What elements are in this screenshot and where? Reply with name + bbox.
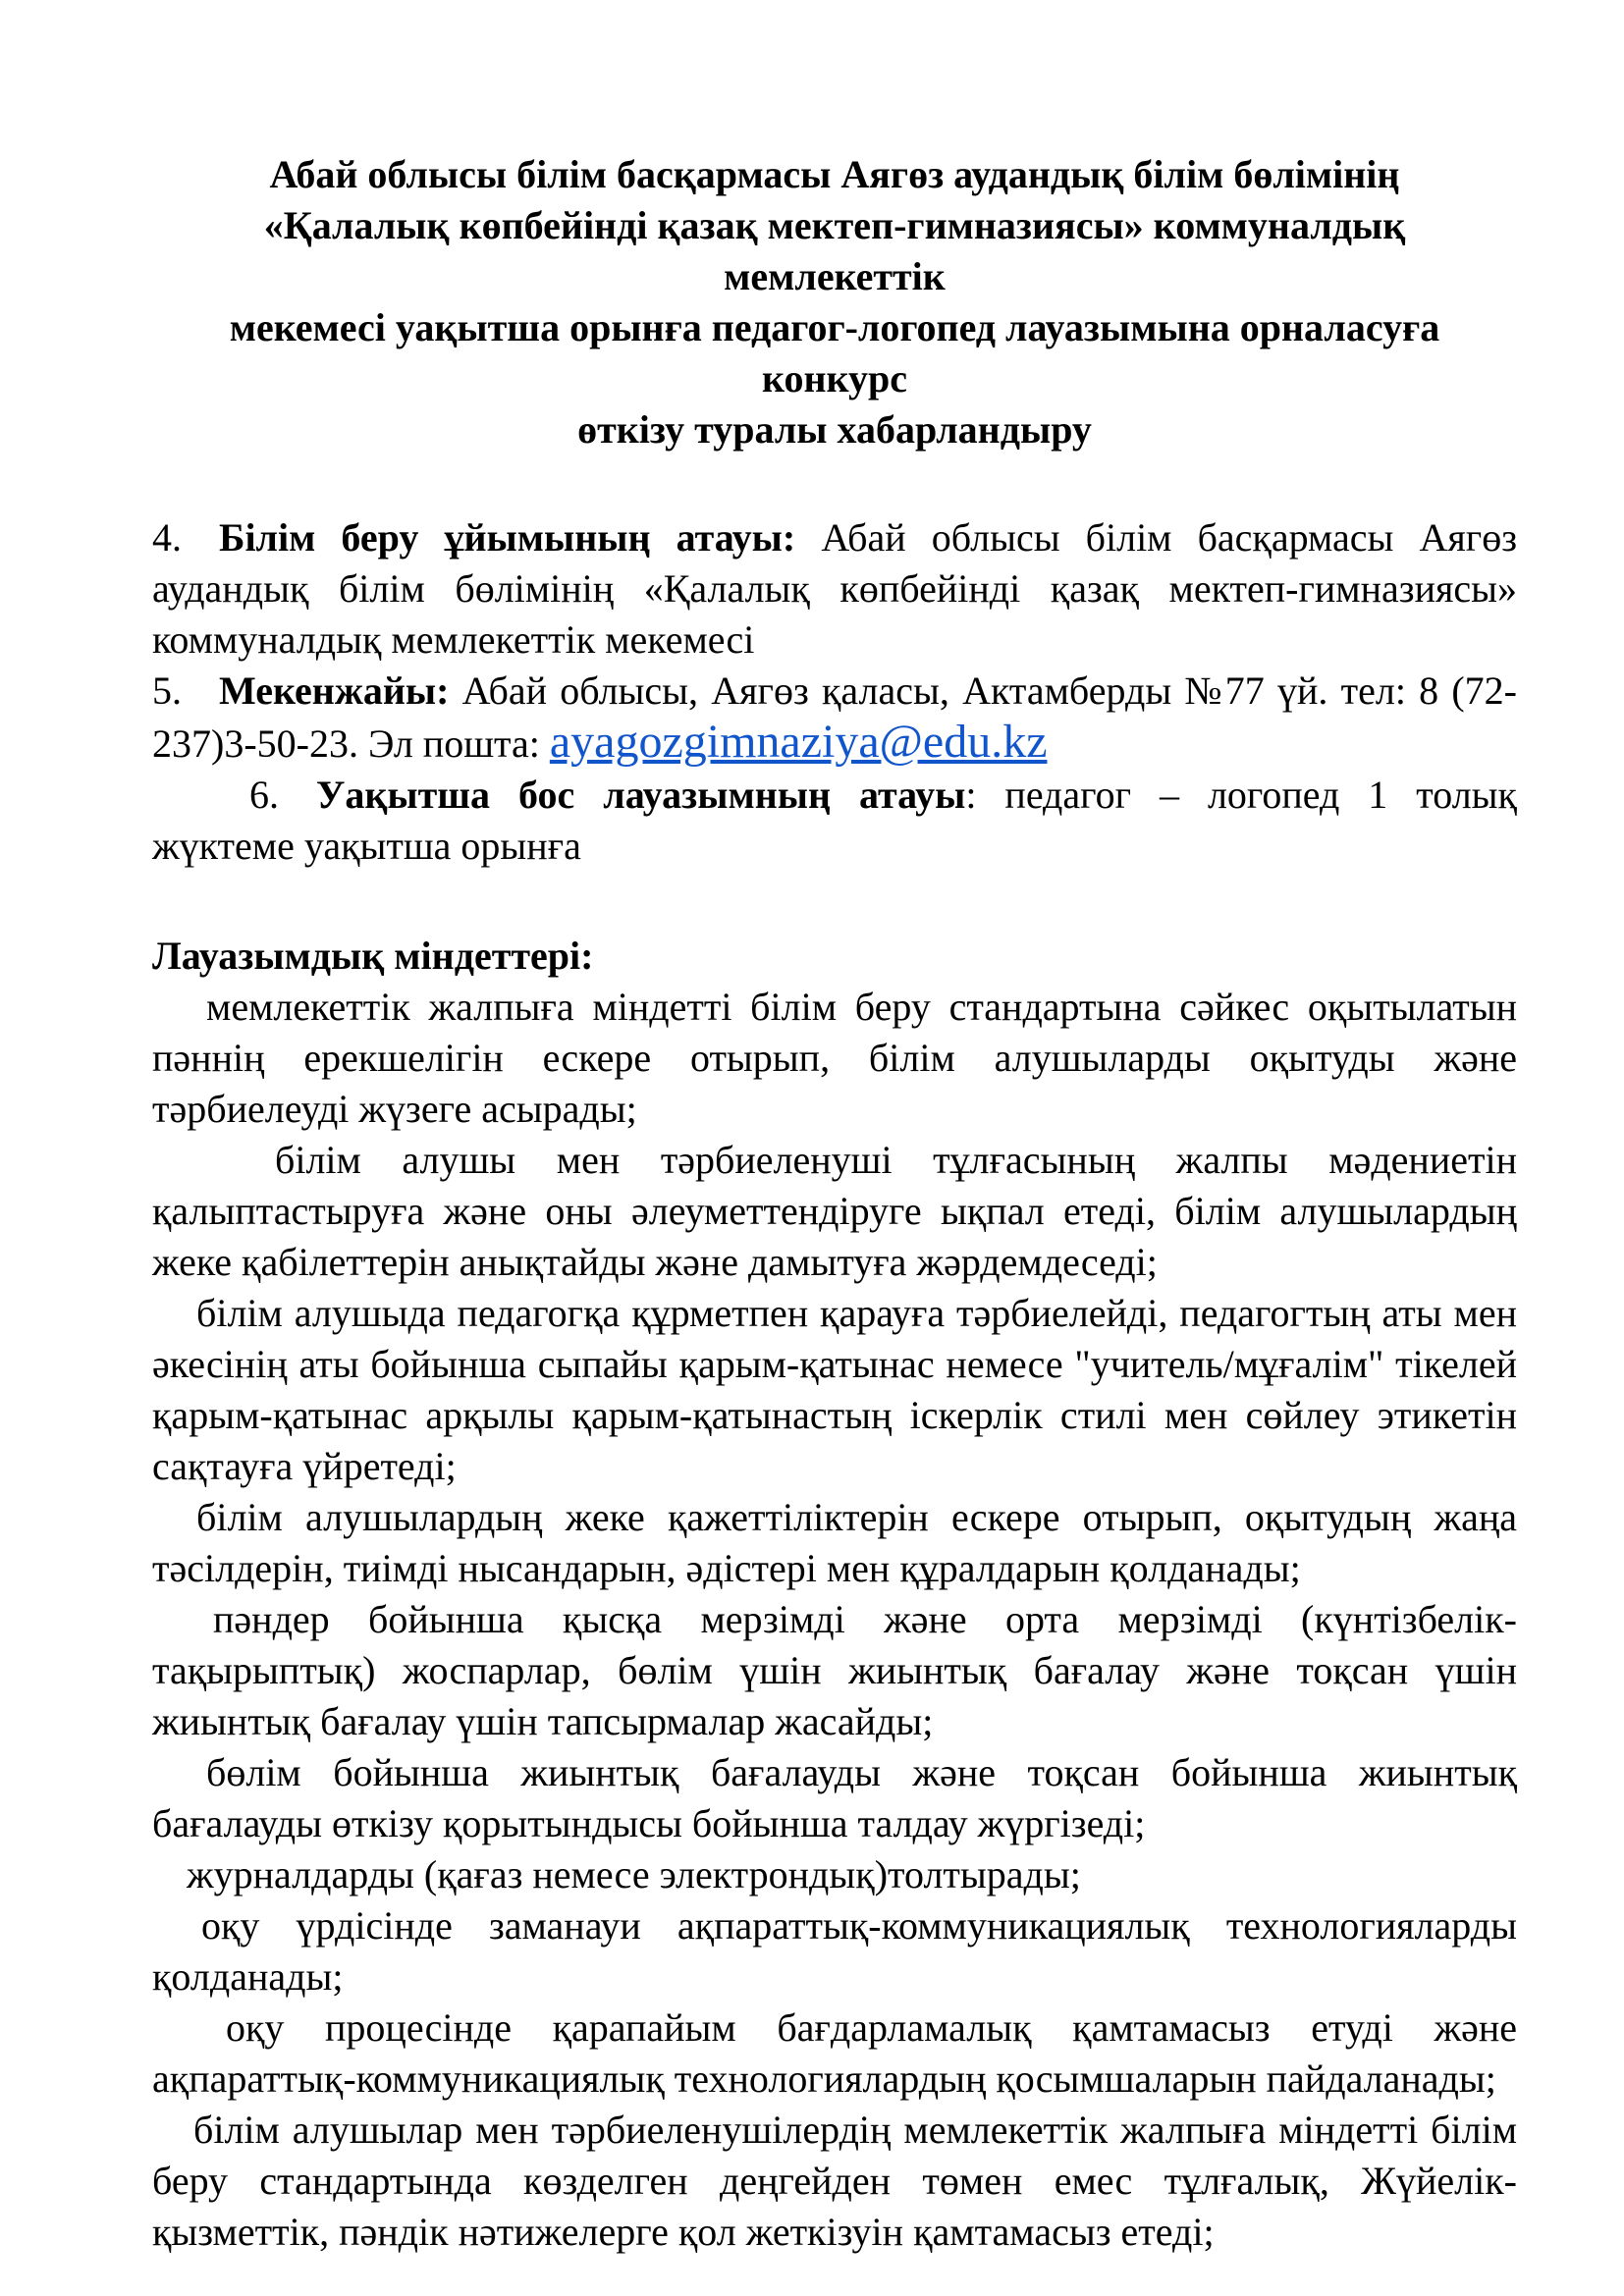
- item-4-text: Абай облысы білім басқармасы Аягөз аудандық білім бөлімінің «Қалалық көпбейінді қазақ мектеп-гимназиясы» коммуналдық мемлекеттік мекемесі: [152, 515, 1517, 662]
- duty-paragraph: журналдарды (қағаз немесе электрондық)толтырады;: [187, 1852, 1081, 1896]
- item-5-label: Мекенжайы:: [219, 668, 450, 713]
- item-4-label: Білім беру ұйымының атауы:: [219, 515, 796, 560]
- duty-paragraph: пәндер бойынша қысқа мерзімді және орта мерзімді (күнтізбелік-тақырыптық) жоспарлар, бөлім үшін жиынтық бағалау және тоқсан үшін жиынтық бағалау үшін тапсырмалар жасайды;: [152, 1597, 1517, 1743]
- item-6-label: Уақытша бос лауазымның атауы: [316, 773, 966, 817]
- duty-paragraph: бөлім бойынша жиынтық бағалауды және тоқсан бойынша жиынтық бағалауды өткізу қорытындысы бойынша талдау жүргізеді;: [152, 1750, 1517, 1845]
- document-title: [152, 149, 1517, 455]
- item-6-number: 6.: [249, 773, 279, 817]
- item-5-text: Абай облысы, Аягөз қаласы, Актамберды №77 үй. тел: 8 (72-237)3-50-23. Эл пошта:: [152, 668, 1518, 766]
- item-5-number: 5.: [152, 668, 182, 713]
- title-line-4: өткізу туралы хабарландыру: [577, 407, 1092, 452]
- duty-paragraph: білім алушыда педагогқа құрметпен қарауға тәрбиелейді, педагогтың аты мен әкесінің аты бойынша сыпайы қарым-қатынас немесе "учитель/мұғалім" тікелей қарым-қатынас арқылы қарым-қатынастың іскерлік стилі мен сөйлеу этикетін сақтауға үйретеді;: [152, 1291, 1517, 1488]
- document-content: [152, 0, 1517, 2258]
- numbered-item-5: [152, 666, 1517, 770]
- title-line-3: мекемесі уақытша орынға педагог-логопед лауазымына орналасуға конкурс: [229, 305, 1440, 400]
- numbered-items: [152, 512, 1517, 872]
- numbered-item-6: [152, 770, 1517, 872]
- duty-paragraph: білім алушылардың жеке қажеттіліктерін ескере отырып, оқытудың жаңа тәсілдерін, тиімді нысандарын, әдістері мен құралдарын қолданады;: [152, 1495, 1517, 1590]
- duties-list: [152, 982, 1517, 2258]
- email-link[interactable]: ayagozgimnaziya@edu.kz: [549, 716, 1048, 768]
- numbered-item-4: [152, 512, 1517, 666]
- duty-paragraph: білім алушы мен тәрбиеленуші тұлғасының жалпы мәдениетін қалыптастыруға және оны әлеуметтендіруге ықпал етеді, білім алушылардың жеке қабілеттерін анықтайды және дамытуға жәрдемдеседі;: [152, 1138, 1517, 1284]
- item-4-number: 4.: [152, 515, 182, 560]
- duties-heading: Лауазымдық міндеттері:: [152, 934, 594, 978]
- item-6-text: : педагог – логопед 1 толық жүктеме уақытша орынға: [152, 773, 1517, 868]
- duty-paragraph: білім алушылар мен тәрбиеленушілердің мемлекеттік жалпыға міндетті білім беру стандартында көзделген деңгейден төмен емес тұлғалық, Жүйелік-қызметтік, пәндік нәтижелерге қол жеткізуін қамтамасыз етеді;: [152, 2108, 1517, 2254]
- title-line-1: Абай облысы білім басқармасы Аягөз аудандық білім бөлімінің: [269, 152, 1400, 196]
- title-line-2: «Қалалық көпбейінді қазақ мектеп-гимназиясы» коммуналдық мемлекеттік: [263, 203, 1406, 298]
- duty-paragraph: оқу процесінде қарапайым бағдарламалық қамтамасыз етуді және ақпараттық-коммуникациялық технологиялардың қосымшаларын пайдаланады;: [152, 2005, 1517, 2101]
- duty-paragraph: оқу үрдісінде заманауи ақпараттық-коммуникациялық технологияларды қолданады;: [152, 1903, 1517, 1999]
- duty-paragraph: мемлекеттік жалпыға міндетті білім беру стандартына сәйкес оқытылатын пәннің ерекшелігін ескере отырып, білім алушыларды оқытуды және тәрбиелеуді жүзеге асырады;: [152, 985, 1517, 1131]
